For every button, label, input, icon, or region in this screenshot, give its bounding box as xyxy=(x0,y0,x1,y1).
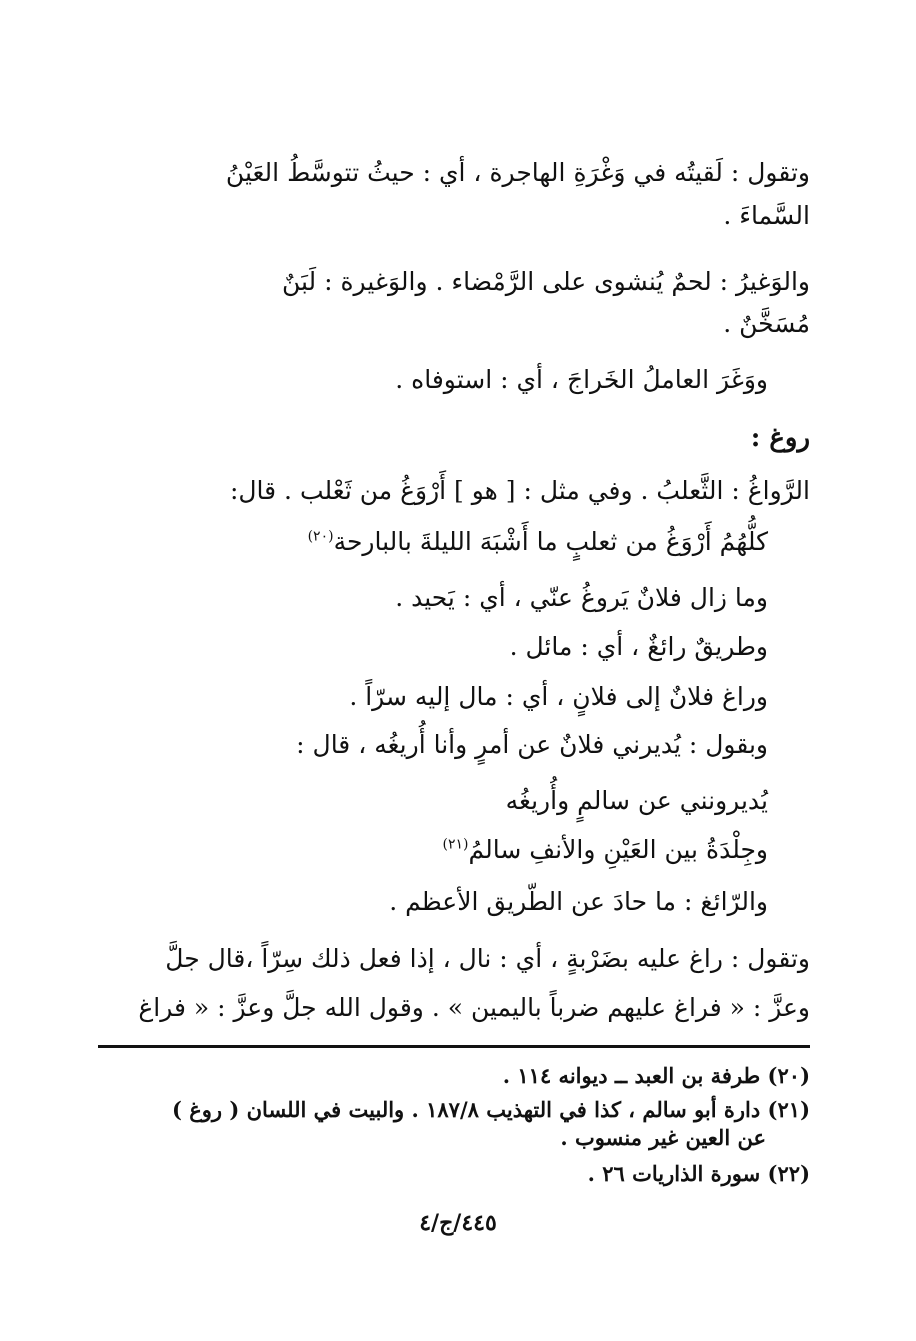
footnote-21-continuation: عن العين غير منسوب . xyxy=(560,1125,766,1150)
text-line-17-text: وعزَّ : « فراغ عليهم ضرباً باليمين » . وقول الله جلَّ وعزَّ : « فراغ xyxy=(138,993,810,1022)
text-line-15: والرّائغ : ما حادَ عن الطّريق الأعظم . xyxy=(389,887,768,916)
verse-line-3-text: وجِلْدَةُ بين العَيْنِ والأنفِ سالمُ xyxy=(468,835,768,864)
footnote-ref-20: (٢٠) xyxy=(307,528,334,545)
footnote-21: (٢١) دارة أبو سالم ، كذا في التهذيب ١٨٧/٨ . والبيت في اللسان ( روغ ) xyxy=(172,1097,810,1122)
entry-heading-rwgh: روغ : xyxy=(750,423,810,453)
text-line-11: وراغ فلانٌ إلى فلانٍ ، أي : مال إليه سرّاً . xyxy=(349,682,768,711)
page-number: ٤٤٥/ج/٤ xyxy=(419,1210,497,1236)
footnote-divider xyxy=(98,1045,810,1048)
text-line-2: السَّماءَ . xyxy=(723,201,810,230)
text-line-3: والوَغيرُ : لحمٌ يُنشوى على الرَّمْضاء . والوَغيرة : لَبَنٌ xyxy=(281,267,810,296)
verse-line-1-text: كلُّهُمُ أَرْوَغُ من ثعلبٍ ما أَشْبَهَ الليلةَ بالبارحة xyxy=(333,527,768,556)
text-line-5: ووَغَرَ العاملُ الخَراجَ ، أي : استوفاه . xyxy=(395,365,768,394)
verse-line-1 xyxy=(308,525,768,559)
text-line-1: وتقول : لَقيتُه في وَغْرَةِ الهاجرة ، أي : حيثُ تتوسَّطُ العَيْنُ xyxy=(225,158,810,187)
footnote-ref-21: (٢١) xyxy=(442,836,469,853)
text-line-12: وبقول : يُديرني فلانٌ عن أمرٍ وأنا أُريغُه ، قال : xyxy=(296,730,768,759)
footnote-22: (٢٢) سورة الذاريات ٢٦ . xyxy=(587,1161,810,1186)
verse-line-3 xyxy=(443,833,768,867)
text-line-4: مُسَخَّنٌ . xyxy=(723,309,810,338)
text-line-16: وتقول : راغ عليه بضَرْبةٍ ، أي : نال ، إذا فعل ذلك سِرّاً ،قال جلَّ xyxy=(165,944,810,973)
verse-line-2: يُديرونني عن سالمٍ وأُريغُه xyxy=(505,786,768,815)
text-line-9: وما زال فلانٌ يَروغُ عنّي ، أي : يَحيد . xyxy=(395,583,768,612)
text-line-10: وطريقٌ رائغٌ ، أي : مائل . xyxy=(509,632,768,661)
footnote-20: (٢٠) طرفة بن العبد ــ ديوانه ١١٤ . xyxy=(502,1063,810,1088)
text-line-17 xyxy=(138,991,810,1025)
text-line-7: الرَّواغُ : الثَّعلبُ . وفي مثل : [ هو ] أَرْوَغُ من ثَعْلب . قال: xyxy=(229,476,810,505)
